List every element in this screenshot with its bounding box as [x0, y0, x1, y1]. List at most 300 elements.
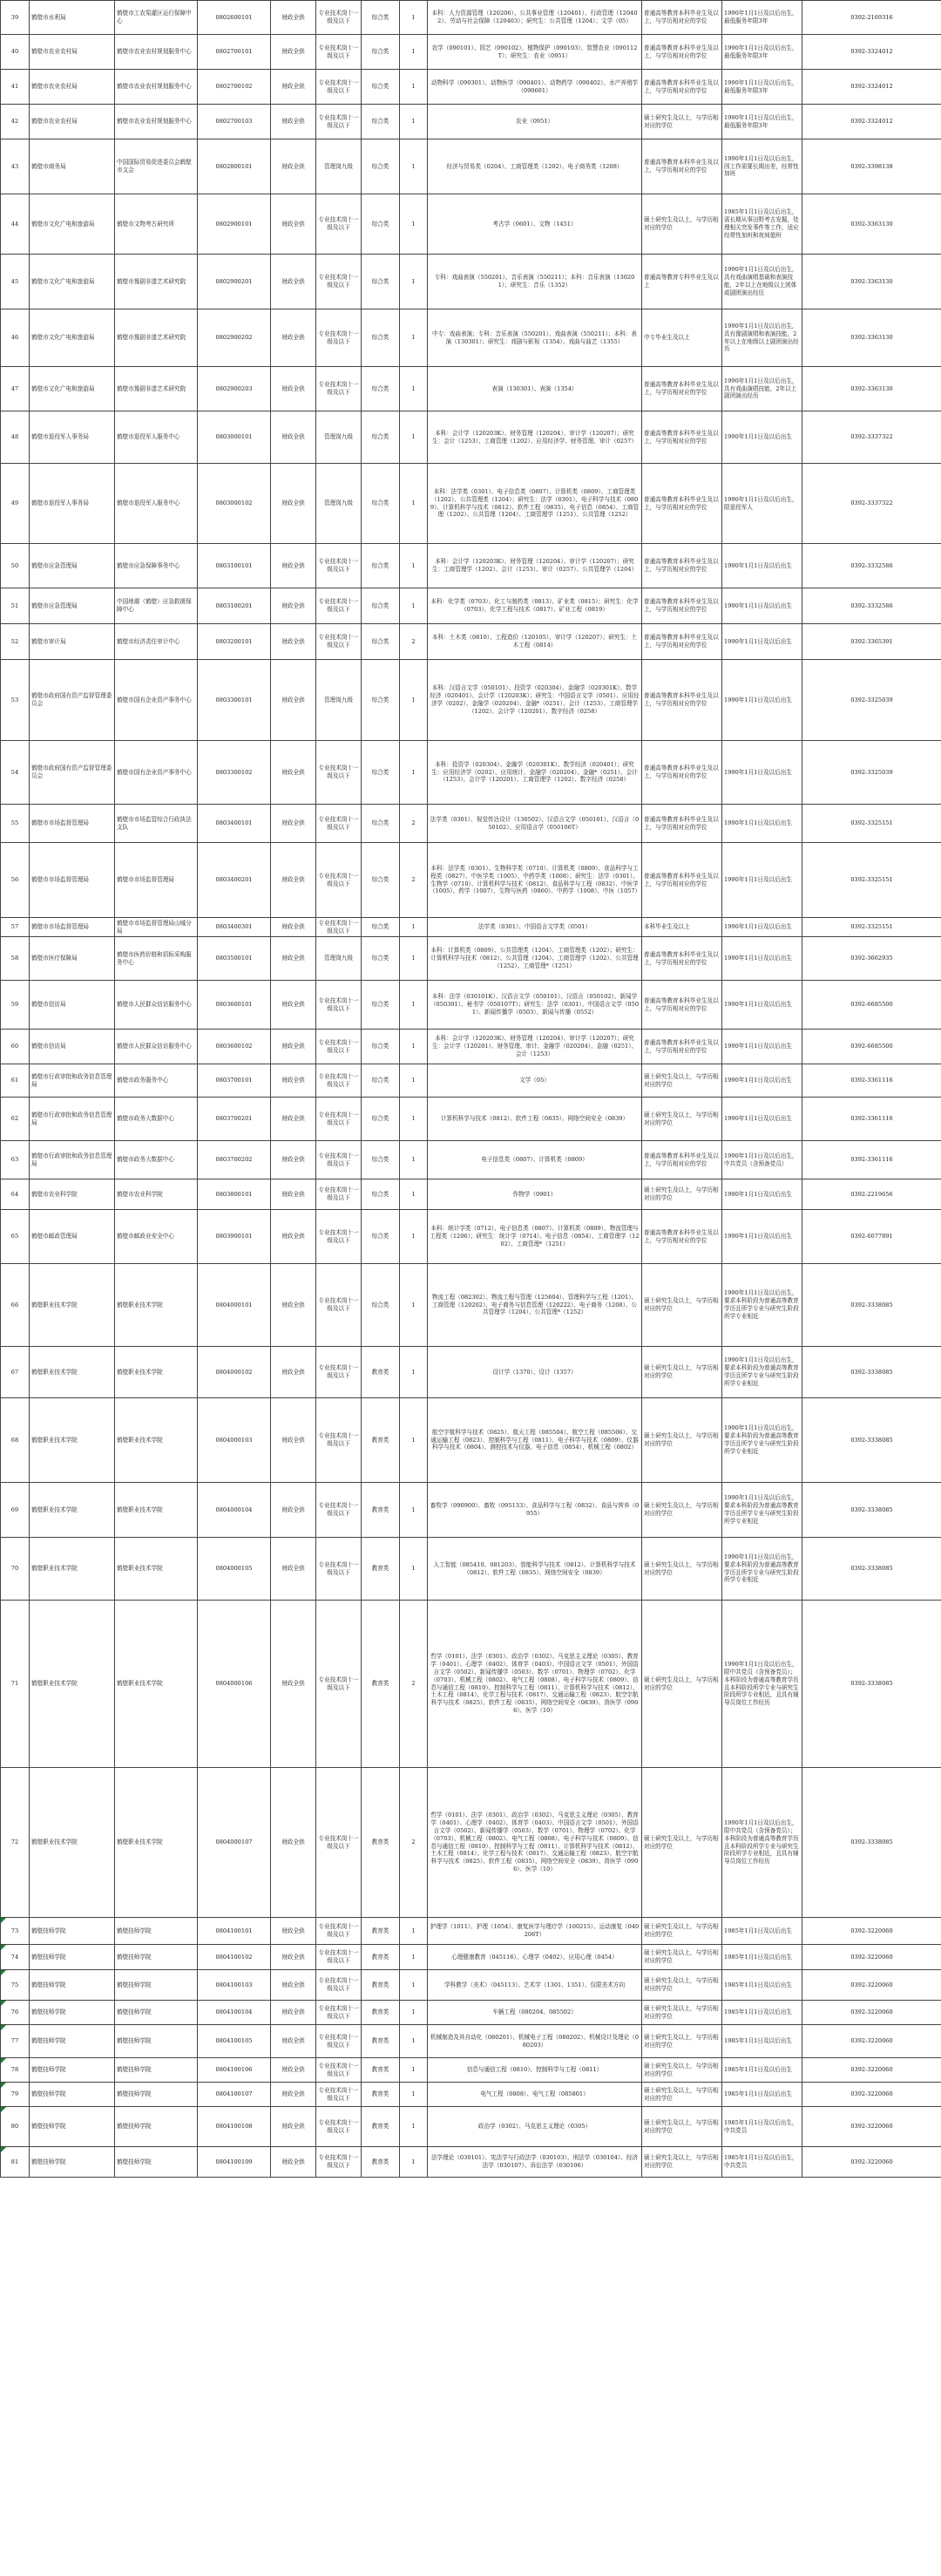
exam-category: 综合类 — [362, 1064, 400, 1098]
org-name: 鹤壁市人民群众信访服务中心 — [115, 981, 198, 1030]
unit-name: 鹤壁技师学院 — [30, 2025, 115, 2058]
exam-category: 综合类 — [362, 1210, 400, 1264]
unit-name: 鹤壁市文化广电和旅游局 — [30, 255, 115, 309]
major-requirement: 法学类（0301）、中国语言文学类（0501） — [428, 918, 642, 937]
table-row — [1, 1141, 941, 1179]
education-requirement: 普通高等教育本科毕业生及以上，与学历相对应的学位 — [642, 139, 722, 194]
contact-phone: 0392-3363130 — [802, 255, 941, 309]
row-number: 74 — [1, 1945, 30, 1970]
funding-type: 财政全供 — [271, 1945, 316, 1970]
education-requirement: 硕士研究生及以上，与学历相对应的学位 — [642, 1918, 722, 1945]
table-row — [1, 464, 941, 544]
other-requirement: 1990年1月1日及以后出生 — [722, 1064, 802, 1098]
other-requirement: 1990年1月1日及以后出生 — [722, 544, 802, 588]
row-number: 49 — [1, 464, 30, 544]
contact-phone: 0392-3220060 — [802, 2058, 941, 2083]
other-requirement: 1990年1月1日及以后出生，限退役军人 — [722, 464, 802, 544]
post-type: 专业技术岗十一级及以下 — [316, 1538, 362, 1601]
headcount: 1 — [400, 2025, 428, 2058]
contact-phone: 0392-3324012 — [802, 70, 941, 105]
education-requirement: 硕士研究生及以上，与学历相对应的学位 — [642, 1347, 722, 1398]
post-type: 专业技术岗十一级及以下 — [316, 544, 362, 588]
org-name: 鹤壁市市场监管综合行政执法支队 — [115, 805, 198, 843]
headcount: 1 — [400, 1918, 428, 1945]
unit-name: 鹤壁市应急管理局 — [30, 544, 115, 588]
table-row — [1, 1179, 941, 1210]
contact-phone: 0392-3220060 — [802, 2107, 941, 2147]
exam-category: 教育类 — [362, 2147, 400, 2178]
funding-type: 财政全供 — [271, 105, 316, 139]
funding-type: 财政全供 — [271, 35, 316, 70]
post-code: 0804000101 — [198, 1264, 271, 1347]
other-requirement: 1990年1月1日及以后出生 — [722, 411, 802, 464]
funding-type: 财政全供 — [271, 1098, 316, 1141]
other-requirement: 1990年1月1日及以后出生，要求本科阶段为普通高等教育学历且所学专业与研究生阶段所学专业相近 — [722, 1347, 802, 1398]
table-row — [1, 1098, 941, 1141]
contact-phone: 0392-3361116 — [802, 1141, 941, 1179]
unit-name: 鹤壁职业技术学院 — [30, 1768, 115, 1918]
major-requirement: 本科：计算机类（0809）、公共管理类（1204）、工商管理类（1202）；研究生：计算机科学与技术（0812）、公共管理（1204）、工商管理学（1202）、公共管理（1252）、工商管理*（1251） — [428, 937, 642, 981]
contact-phone: 0392-3363130 — [802, 194, 941, 255]
post-code: 0802700101 — [198, 35, 271, 70]
unit-name: 鹤壁市市场监督管理局 — [30, 843, 115, 918]
exam-category: 综合类 — [362, 918, 400, 937]
funding-type: 财政全供 — [271, 1768, 316, 1918]
row-number: 70 — [1, 1538, 30, 1601]
row-number: 66 — [1, 1264, 30, 1347]
table-row — [1, 1483, 941, 1538]
exam-category: 综合类 — [362, 1264, 400, 1347]
funding-type: 财政全供 — [271, 981, 316, 1030]
post-code: 0803600102 — [198, 1030, 271, 1064]
major-requirement: 法学类（0301）、视觉传达设计（130502）、汉语言文学（050101）、汉语言（050102）、应用语言学（050106T） — [428, 805, 642, 843]
post-type: 专业技术岗十一级及以下 — [316, 70, 362, 105]
exam-category: 综合类 — [362, 35, 400, 70]
post-type: 专业技术岗十一级及以下 — [316, 843, 362, 918]
funding-type: 财政全供 — [271, 937, 316, 981]
post-type: 管理岗九级 — [316, 139, 362, 194]
unit-name: 鹤壁职业技术学院 — [30, 1483, 115, 1538]
contact-phone: 0392-3220060 — [802, 1945, 941, 1970]
post-type: 专业技术岗十一级及以下 — [316, 2107, 362, 2147]
other-requirement: 1990年1月1日及以后出生 — [722, 660, 802, 741]
post-code: 0803400101 — [198, 805, 271, 843]
table-row — [1, 1538, 941, 1601]
exam-category: 综合类 — [362, 805, 400, 843]
major-requirement: 哲学（0101）、法学（0301）、政治学（0302）、马克思主义理论（0305）、教育学（0401）、心理学（0402）、体育学（0403）、中国语言文学（0501）、外国语言文学（0502）、新闻传播学（0503）、数学（0701）、物理学（0702）、化学（0703）、机械工程（0802）、电气工程（0808）、电子科学与技术（0809）、信息与通信工程（0810）、控制科学与工程（0811）、计算机科学与技术（0812）、土木工程（0814）、化学工程与技术（0817）、交通运输工程（0823）、航空宇航科学与技术（0825）、软件工程（0835）、网络空间安全（0839）、兽医学（0906）、医学（10） — [428, 1601, 642, 1768]
major-requirement: 机械制造及其自动化（080201）、机械电子工程（080202）、机械设计及理论（080203） — [428, 2025, 642, 2058]
exam-category: 综合类 — [362, 139, 400, 194]
exam-category: 教育类 — [362, 1483, 400, 1538]
contact-phone: 0392-3325039 — [802, 741, 941, 805]
post-code: 0804100105 — [198, 2025, 271, 2058]
exam-category: 教育类 — [362, 2083, 400, 2107]
other-requirement: 1985年1月1日及以后出生 — [722, 1918, 802, 1945]
post-code: 0802700103 — [198, 105, 271, 139]
row-number: 47 — [1, 367, 30, 411]
row-number: 52 — [1, 624, 30, 660]
headcount: 1 — [400, 1, 428, 35]
row-number: 69 — [1, 1483, 30, 1538]
row-number: 56 — [1, 843, 30, 918]
row-number: 54 — [1, 741, 30, 805]
education-requirement: 普通高等教育本科毕业生及以上，与学历相对应的学位 — [642, 805, 722, 843]
table-row — [1, 367, 941, 411]
contact-phone: 0392-3338085 — [802, 1398, 941, 1483]
table-row — [1, 2058, 941, 2083]
exam-category: 教育类 — [362, 2001, 400, 2025]
major-requirement: 本科：会计学（120203K）、财务管理（120204）、审计学（120207）；研究生：工商管理学（1202）、会计（1253）、审计（0257）、公共管理学（1204） — [428, 544, 642, 588]
row-number: 45 — [1, 255, 30, 309]
post-type: 专业技术岗十一级及以下 — [316, 1347, 362, 1398]
unit-name: 鹤壁市文化广电和旅游局 — [30, 367, 115, 411]
major-requirement: 专科：戏曲表演（550201）、音乐表演（550211）；本科：音乐表演（130201）；研究生：音乐（1352） — [428, 255, 642, 309]
other-requirement: 1990年1月1日及以后出生，要求本科阶段为普通高等教育学历且所学专业与研究生阶段所学专业相近 — [722, 1398, 802, 1483]
headcount: 2 — [400, 805, 428, 843]
post-code: 0804000103 — [198, 1398, 271, 1483]
contact-phone: 0392-3325151 — [802, 805, 941, 843]
other-requirement: 1985年1月1日及以后出生 — [722, 2058, 802, 2083]
major-requirement: 电气工程（0808）、电气工程（085801） — [428, 2083, 642, 2107]
table-row — [1, 1064, 941, 1098]
other-requirement: 1985年1月1日及以后出生，中共党员 — [722, 2147, 802, 2178]
row-number: 58 — [1, 937, 30, 981]
education-requirement: 普通高等教育本科毕业生及以上，与学历相对应的学位 — [642, 35, 722, 70]
funding-type: 财政全供 — [271, 194, 316, 255]
headcount: 1 — [400, 544, 428, 588]
headcount: 1 — [400, 1483, 428, 1538]
table-row — [1, 805, 941, 843]
table-row — [1, 1945, 941, 1970]
other-requirement: 1990年1月1日及以后出生，因工作需要长期出差，经常性加班 — [722, 139, 802, 194]
contact-phone: 0392-3363130 — [802, 367, 941, 411]
headcount: 1 — [400, 588, 428, 624]
unit-name: 鹤壁技师学院 — [30, 2147, 115, 2178]
headcount: 1 — [400, 1098, 428, 1141]
other-requirement: 1990年1月1日及以后出生，要求本科阶段为普通高等教育学历且所学专业与研究生阶段所学专业相近 — [722, 1538, 802, 1601]
org-name: 鹤壁市国有企业资产事务中心 — [115, 741, 198, 805]
post-code: 0803900101 — [198, 1210, 271, 1264]
unit-name: 鹤壁市农业农村局 — [30, 35, 115, 70]
funding-type: 财政全供 — [271, 1, 316, 35]
org-name: 中国国际贸易促进委员会鹤壁市支会 — [115, 139, 198, 194]
table-row — [1, 194, 941, 255]
post-type: 专业技术岗十一级及以下 — [316, 35, 362, 70]
funding-type: 财政全供 — [271, 805, 316, 843]
row-number: 78 — [1, 2058, 30, 2083]
org-name: 鹤壁市人民群众信访服务中心 — [115, 1030, 198, 1064]
headcount: 1 — [400, 1538, 428, 1601]
post-type: 管理岗九级 — [316, 464, 362, 544]
post-type: 专业技术岗十一级及以下 — [316, 1141, 362, 1179]
org-name: 鹤壁市农业农村规划服务中心 — [115, 70, 198, 105]
headcount: 1 — [400, 1064, 428, 1098]
table-row — [1, 2001, 941, 2025]
education-requirement: 普通高等教育本科毕业生及以上，与学历相对应的学位 — [642, 544, 722, 588]
post-type: 管理岗九级 — [316, 411, 362, 464]
org-name: 鹤壁市市场监督管理局山城分局 — [115, 918, 198, 937]
row-number: 39 — [1, 1, 30, 35]
education-requirement: 普通高等教育本科毕业生及以上，与学历相对应的学位 — [642, 1141, 722, 1179]
exam-category: 综合类 — [362, 309, 400, 367]
headcount: 1 — [400, 2001, 428, 2025]
contact-phone: 0392-3361116 — [802, 1064, 941, 1098]
headcount: 1 — [400, 309, 428, 367]
other-requirement: 1990年1月1日及以后出生 — [722, 588, 802, 624]
unit-name: 鹤壁市市场监督管理局 — [30, 918, 115, 937]
table-row — [1, 588, 941, 624]
row-number: 60 — [1, 1030, 30, 1064]
unit-name: 鹤壁市邮政管理局 — [30, 1210, 115, 1264]
exam-category: 教育类 — [362, 1945, 400, 1970]
org-name: 鹤壁市农业农村规划服务中心 — [115, 105, 198, 139]
major-requirement: 农学（090101）、园艺（090102）、植物保护（090103）、智慧农业（090112T）；研究生：农业（0951） — [428, 35, 642, 70]
post-type: 专业技术岗十一级及以下 — [316, 741, 362, 805]
unit-name: 鹤壁市行政审批和政务信息管理局 — [30, 1098, 115, 1141]
contact-phone: 0392-3325151 — [802, 843, 941, 918]
major-requirement: 计算机科学与技术（0812）、软件工程（0835）、网络空间安全（0839） — [428, 1098, 642, 1141]
org-name: 鹤壁技师学院 — [115, 2058, 198, 2083]
row-number: 61 — [1, 1064, 30, 1098]
exam-category: 综合类 — [362, 544, 400, 588]
row-number: 72 — [1, 1768, 30, 1918]
major-requirement: 本科：法学（030101K）、汉语言文学（050101）、汉语言（050102）、新闻学（050301）、秘书学（050107T）；研究生：法学（0301）、中国语言文学（0501）、新闻传播学（0503）、新闻与传播（0552） — [428, 981, 642, 1030]
other-requirement: 1990年1月1日及以后出生 — [722, 624, 802, 660]
contact-phone: 0392-3324012 — [802, 35, 941, 70]
unit-name: 鹤壁市商务局 — [30, 139, 115, 194]
headcount: 1 — [400, 1264, 428, 1347]
exam-category: 综合类 — [362, 588, 400, 624]
post-code: 0803600101 — [198, 981, 271, 1030]
major-requirement: 本科：土木类（0810）、工程造价（120105）、审计学（120207）；研究生：土木工程（0814） — [428, 624, 642, 660]
unit-name: 鹤壁市行政审批和政务信息管理局 — [30, 1064, 115, 1098]
education-requirement: 硕士研究生及以上，与学历相对应的学位 — [642, 1945, 722, 1970]
education-requirement: 硕士研究生及以上，与学历相对应的学位 — [642, 1064, 722, 1098]
post-code: 0803400301 — [198, 918, 271, 937]
post-code: 0803000102 — [198, 464, 271, 544]
exam-category: 综合类 — [362, 1, 400, 35]
education-requirement: 普通高等教育本科毕业生及以上，与学历相对应的学位 — [642, 1, 722, 35]
major-requirement: 畜牧学（090900）、畜牧（095133）、食品科学与工程（0832）、食品与营养（0955） — [428, 1483, 642, 1538]
post-type: 专业技术岗十一级及以下 — [316, 1264, 362, 1347]
table-row — [1, 1918, 941, 1945]
funding-type: 财政全供 — [271, 588, 316, 624]
org-name: 鹤壁职业技术学院 — [115, 1768, 198, 1918]
other-requirement: 1990年1月1日及以后出生，要求本科阶段为普通高等教育学历且所学专业与研究生阶段所学专业相近 — [722, 1264, 802, 1347]
org-name: 鹤壁职业技术学院 — [115, 1347, 198, 1398]
major-requirement: 电子信息类（0807）、计算机类（0809） — [428, 1141, 642, 1179]
funding-type: 财政全供 — [271, 464, 316, 544]
contact-phone: 0392-3332586 — [802, 544, 941, 588]
org-name: 鹤壁市政务大数据中心 — [115, 1141, 198, 1179]
row-number: 40 — [1, 35, 30, 70]
exam-category: 综合类 — [362, 981, 400, 1030]
other-requirement: 1985年1月1日及以后出生，中共党员 — [722, 2107, 802, 2147]
major-requirement: 信息与通信工程（0810）、控制科学与工程（0811） — [428, 2058, 642, 2083]
unit-name: 鹤壁技师学院 — [30, 2058, 115, 2083]
exam-category: 综合类 — [362, 194, 400, 255]
major-requirement: 中专：戏曲表演；专科：音乐表演（550201）、戏曲表演（550211）；本科：表演（130301）；研究生：戏剧与影视（1354）、戏曲与曲艺（1355） — [428, 309, 642, 367]
org-name: 鹤壁技师学院 — [115, 2147, 198, 2178]
org-name: 鹤壁市政务大数据中心 — [115, 1098, 198, 1141]
funding-type: 财政全供 — [271, 1970, 316, 2001]
post-code: 0804000104 — [198, 1483, 271, 1538]
education-requirement: 普通高等教育本科毕业生及以上，与学历相对应的学位 — [642, 981, 722, 1030]
exam-category: 综合类 — [362, 660, 400, 741]
headcount: 1 — [400, 1398, 428, 1483]
org-name: 鹤壁市农业科学院 — [115, 1179, 198, 1210]
unit-name: 鹤壁技师学院 — [30, 2107, 115, 2147]
org-name: 鹤壁市国有企业资产事务中心 — [115, 660, 198, 741]
education-requirement: 普通高等教育本科毕业生及以上，与学历相对应的学位 — [642, 367, 722, 411]
other-requirement: 1990年1月1日及以后出生 — [722, 1030, 802, 1064]
education-requirement: 中专毕业生及以上 — [642, 309, 722, 367]
contact-phone: 0392-3325151 — [802, 918, 941, 937]
row-number: 51 — [1, 588, 30, 624]
major-requirement: 物流工程（082302）、物流工程与管理（125604）、管理科学与工程（1201）、工商管理（120202）、电子商务与信息管理（120222）、电子商务（1208）、公共管理学（1204）、公共管理*（1252） — [428, 1264, 642, 1347]
headcount: 1 — [400, 1179, 428, 1210]
post-type: 专业技术岗十一级及以下 — [316, 805, 362, 843]
education-requirement: 普通高等教育本科毕业生及以上，与学历相对应的学位 — [642, 1030, 722, 1064]
education-requirement: 硕士研究生及以上，与学历相对应的学位 — [642, 1538, 722, 1601]
education-requirement: 硕士研究生及以上，与学历相对应的学位 — [642, 1098, 722, 1141]
post-code: 0802900201 — [198, 255, 271, 309]
post-code: 0804100106 — [198, 2058, 271, 2083]
exam-category: 综合类 — [362, 255, 400, 309]
table-row — [1, 70, 941, 105]
post-code: 0803400201 — [198, 843, 271, 918]
post-code: 0802600101 — [198, 1, 271, 35]
other-requirement: 1990年1月1日及以后出生，最低服务年限3年 — [722, 35, 802, 70]
education-requirement: 硕士研究生及以上，与学历相对应的学位 — [642, 1768, 722, 1918]
major-requirement: 政治学（0302）、马克思主义理论（0305） — [428, 2107, 642, 2147]
education-requirement: 硕士研究生及以上，与学历相对应的学位 — [642, 1398, 722, 1483]
headcount: 1 — [400, 464, 428, 544]
org-name: 鹤壁技师学院 — [115, 1918, 198, 1945]
row-number: 79 — [1, 2083, 30, 2107]
post-code: 0804000102 — [198, 1347, 271, 1398]
contact-phone: 0392-3338085 — [802, 1483, 941, 1538]
education-requirement: 硕士研究生及以上，与学历相对应的学位 — [642, 2058, 722, 2083]
row-number: 53 — [1, 660, 30, 741]
row-number: 57 — [1, 918, 30, 937]
major-requirement: 经济与贸易类（0204）、工商管理类（1202）、电子商务类（1208） — [428, 139, 642, 194]
table-row — [1, 544, 941, 588]
org-name: 鹤壁市政务服务中心 — [115, 1064, 198, 1098]
funding-type: 财政全供 — [271, 1264, 316, 1347]
table-row — [1, 660, 941, 741]
other-requirement: 1990年1月1日及以后出生，限中共党员（含预备党员）；本科阶段为普通高等教育学历且本科阶段所学专业与研究生阶段所学专业相近，且具有辅导员岗位工作经历 — [722, 1768, 802, 1918]
contact-phone: 0392-6685500 — [802, 1030, 941, 1064]
post-type: 专业技术岗十一级及以下 — [316, 1, 362, 35]
post-type: 专业技术岗十一级及以下 — [316, 2025, 362, 2058]
funding-type: 财政全供 — [271, 660, 316, 741]
post-code: 0802900202 — [198, 309, 271, 367]
table-row — [1, 1030, 941, 1064]
education-requirement: 普通高等教育本科毕业生及以上，与学历相对应的学位 — [642, 741, 722, 805]
education-requirement: 硕士研究生及以上，与学历相对应的学位 — [642, 194, 722, 255]
table-row — [1, 255, 941, 309]
post-code: 0803300102 — [198, 741, 271, 805]
funding-type: 财政全供 — [271, 1483, 316, 1538]
org-name: 鹤壁职业技术学院 — [115, 1264, 198, 1347]
org-name: 鹤壁市豫剧非遗艺术研究院 — [115, 255, 198, 309]
headcount: 1 — [400, 1347, 428, 1398]
row-number: 73 — [1, 1918, 30, 1945]
org-name: 鹤壁市邮政业安全中心 — [115, 1210, 198, 1264]
post-type: 专业技术岗十一级及以下 — [316, 1945, 362, 1970]
other-requirement: 1990年1月1日及以后出生 — [722, 1179, 802, 1210]
post-type: 专业技术岗十一级及以下 — [316, 1030, 362, 1064]
funding-type: 财政全供 — [271, 309, 316, 367]
org-name: 鹤壁技师学院 — [115, 1945, 198, 1970]
org-name: 鹤壁技师学院 — [115, 2083, 198, 2107]
major-requirement: 人工智能（085410、081203）、智能科学与技术（0812）、计算机科学与技术（0812）、软件工程（0835）、网络空间安全（0839） — [428, 1538, 642, 1601]
headcount: 1 — [400, 2147, 428, 2178]
post-code: 0804100104 — [198, 2001, 271, 2025]
post-code: 0803700101 — [198, 1064, 271, 1098]
headcount: 1 — [400, 70, 428, 105]
exam-category: 教育类 — [362, 2025, 400, 2058]
headcount: 1 — [400, 741, 428, 805]
other-requirement: 1990年1月1日及以后出生 — [722, 937, 802, 981]
headcount: 1 — [400, 2058, 428, 2083]
funding-type: 财政全供 — [271, 2107, 316, 2147]
exam-category: 综合类 — [362, 1030, 400, 1064]
post-code: 0803200101 — [198, 624, 271, 660]
education-requirement: 普通高等教育本科毕业生及以上，与学历相对应的学位 — [642, 411, 722, 464]
major-requirement: 本科：会计学（120203K）、财务管理（120204）、审计学（120207）；研究生：会计学（120201）、财务管理、审计、金融学（020204）、金融（0251）、会计（1253） — [428, 1030, 642, 1064]
headcount: 1 — [400, 2083, 428, 2107]
org-name: 鹤壁市应急保障事务中心 — [115, 544, 198, 588]
row-number: 68 — [1, 1398, 30, 1483]
education-requirement: 普通高等教育本科毕业生及以上，与学历相对应的学位 — [642, 660, 722, 741]
education-requirement: 硕士研究生及以上，与学历相对应的学位 — [642, 1483, 722, 1538]
org-name: 鹤壁市文物考古研究所 — [115, 194, 198, 255]
row-number: 48 — [1, 411, 30, 464]
row-number: 55 — [1, 805, 30, 843]
contact-phone: 0392-6685500 — [802, 981, 941, 1030]
major-requirement: 心理健康教育（045116）、心理学（0402）、应用心理（0454） — [428, 1945, 642, 1970]
major-requirement: 车辆工程（080204、085502） — [428, 2001, 642, 2025]
post-code: 0803300101 — [198, 660, 271, 741]
major-requirement: 文学（05） — [428, 1064, 642, 1098]
contact-phone: 0392-3325039 — [802, 660, 941, 741]
row-number: 50 — [1, 544, 30, 588]
contact-phone: 0392-3220060 — [802, 2001, 941, 2025]
post-code: 0804100109 — [198, 2147, 271, 2178]
post-type: 专业技术岗十一级及以下 — [316, 194, 362, 255]
post-type: 专业技术岗十一级及以下 — [316, 1398, 362, 1483]
table-row — [1, 1601, 941, 1768]
funding-type: 财政全供 — [271, 1398, 316, 1483]
post-type: 专业技术岗十一级及以下 — [316, 1179, 362, 1210]
exam-category: 综合类 — [362, 105, 400, 139]
funding-type: 财政全供 — [271, 843, 316, 918]
exam-category: 综合类 — [362, 464, 400, 544]
unit-name: 鹤壁市政府国有资产监督管理委员会 — [30, 660, 115, 741]
table-body — [1, 1, 941, 2178]
post-code: 0803000101 — [198, 411, 271, 464]
unit-name: 鹤壁市应急管理局 — [30, 588, 115, 624]
org-name: 鹤壁技师学院 — [115, 1970, 198, 2001]
major-requirement: 本科：人力资源管理（120206）、公共事业管理（120401）、行政管理（120402）、劳动与社会保障（120403）；研究生：公共管理（1204）；文学（05） — [428, 1, 642, 35]
major-requirement: 动物科学（090301）、动物医学（090401）、动物药学（090402）、水产养殖学（090601） — [428, 70, 642, 105]
table-row — [1, 1970, 941, 2001]
row-number: 41 — [1, 70, 30, 105]
unit-name: 鹤壁职业技术学院 — [30, 1538, 115, 1601]
unit-name: 鹤壁职业技术学院 — [30, 1264, 115, 1347]
